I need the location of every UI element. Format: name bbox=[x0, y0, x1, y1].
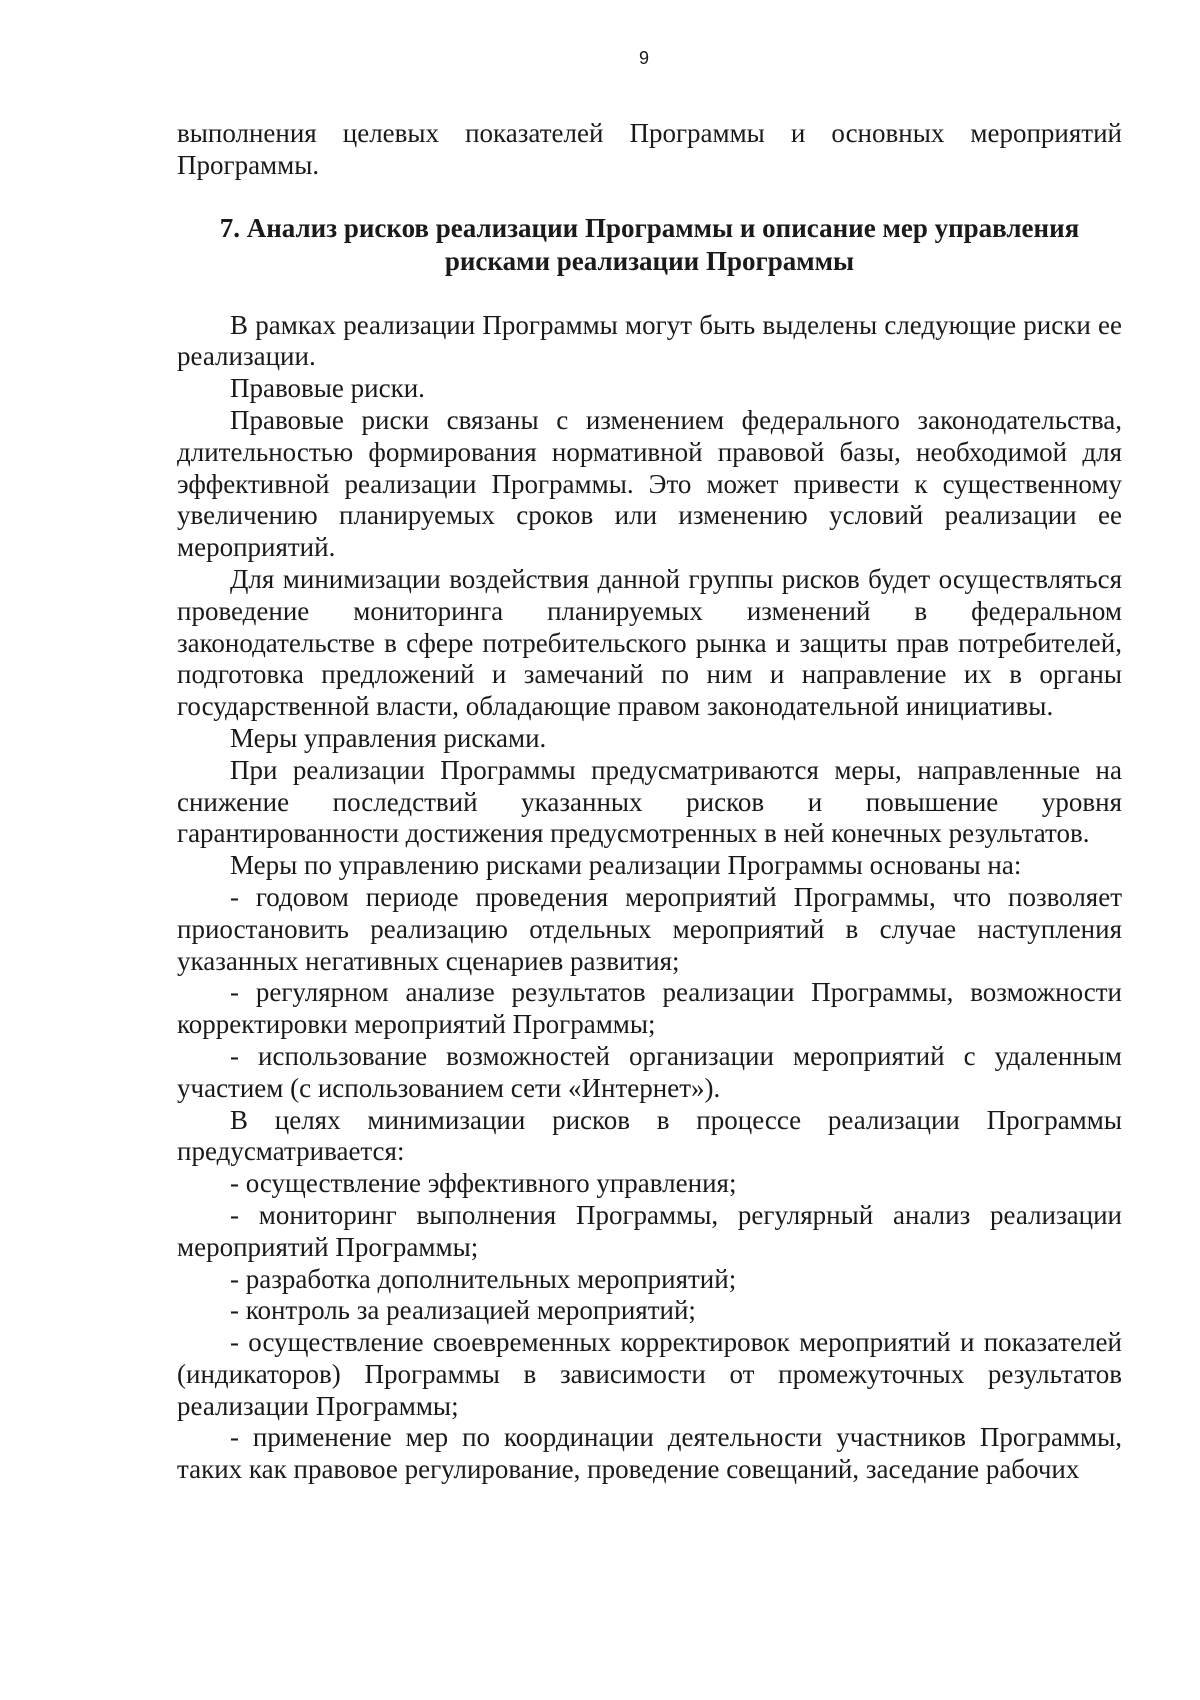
paragraph-legal-risks-desc: Правовые риски связаны с изменением федерального законодательства, длительностью формирования нормативной правовой базы, необходимой для эффективной реализации Программы. Это может привести к существенному увеличению планируемых сроков или изменению условий реализации ее мероприятий. bbox=[177, 404, 1122, 563]
paragraph-legal-risks-title: Правовые риски. bbox=[230, 373, 425, 404]
paragraph-risk-measures-title: Меры управления рисками. bbox=[230, 722, 547, 753]
paragraph-measures-intro: При реализации Программы предусматриваются меры, направленные на снижение последствий указанных рисков и повышение уровня гарантированности достижения предусмотренных в ней конечных результатов. bbox=[177, 754, 1122, 849]
page-number: 9 bbox=[638, 48, 649, 68]
document-body bbox=[177, 118, 1122, 1486]
paragraph-intro: В рамках реализации Программы могут быть выделены следующие риски ее реализации. bbox=[177, 309, 1122, 372]
continuation-paragraph: выполнения целевых показателей Программы и основных мероприятий Программы. bbox=[177, 118, 1122, 180]
list-item-timely-corrections: - осуществление своевременных корректировок мероприятий и показателей (индикаторов) Программы в зависимости от промежуточных результатов реализации Программы; bbox=[177, 1327, 1122, 1421]
list-item-annual-period: - годовом периоде проведения мероприятий Программы, что позволяет приостановить реализацию отдельных мероприятий в случае наступления указанных негативных сценариев развития; bbox=[177, 881, 1122, 976]
list-item-additional-measures: - разработка дополнительных мероприятий; bbox=[230, 1263, 737, 1294]
list-item-effective-management: - осуществление эффективного управления; bbox=[230, 1168, 737, 1199]
paragraph-minimization-goals: В целях минимизации рисков в процессе реализации Программы предусматривается: bbox=[177, 1104, 1122, 1167]
section-heading: 7. Анализ рисков реализации Программы и описание мер управления рисками реализации Программы bbox=[219, 212, 1080, 276]
list-item-control: - контроль за реализацией мероприятий; bbox=[230, 1295, 696, 1326]
list-item-monitoring: - мониторинг выполнения Программы, регулярный анализ реализации мероприятий Программы; bbox=[177, 1199, 1122, 1262]
paragraph-minimization: Для минимизации воздействия данной группы рисков будет осуществляться проведение мониторинга планируемых изменений в федеральном законодательстве в сфере потребительского рынка и защиты прав потребителей, подготовка предложений и замечаний по ним и направление их в органы государственной власти, обладающие правом законодательной инициативы. bbox=[177, 563, 1122, 722]
list-item-remote-participation: - использование возможностей организации мероприятий с удаленным участием (с использованием сети «Интернет»). bbox=[177, 1040, 1122, 1103]
list-item-regular-analysis: - регулярном анализе результатов реализации Программы, возможности корректировки мероприятий Программы; bbox=[177, 977, 1122, 1040]
list-item-coordination: - применение мер по координации деятельности участников Программы, таких как правовое регулирование, проведение совещаний, заседание рабочих bbox=[177, 1422, 1122, 1485]
paragraph-measures-based-on: Меры по управлению рисками реализации Программы основаны на: bbox=[230, 850, 1022, 881]
